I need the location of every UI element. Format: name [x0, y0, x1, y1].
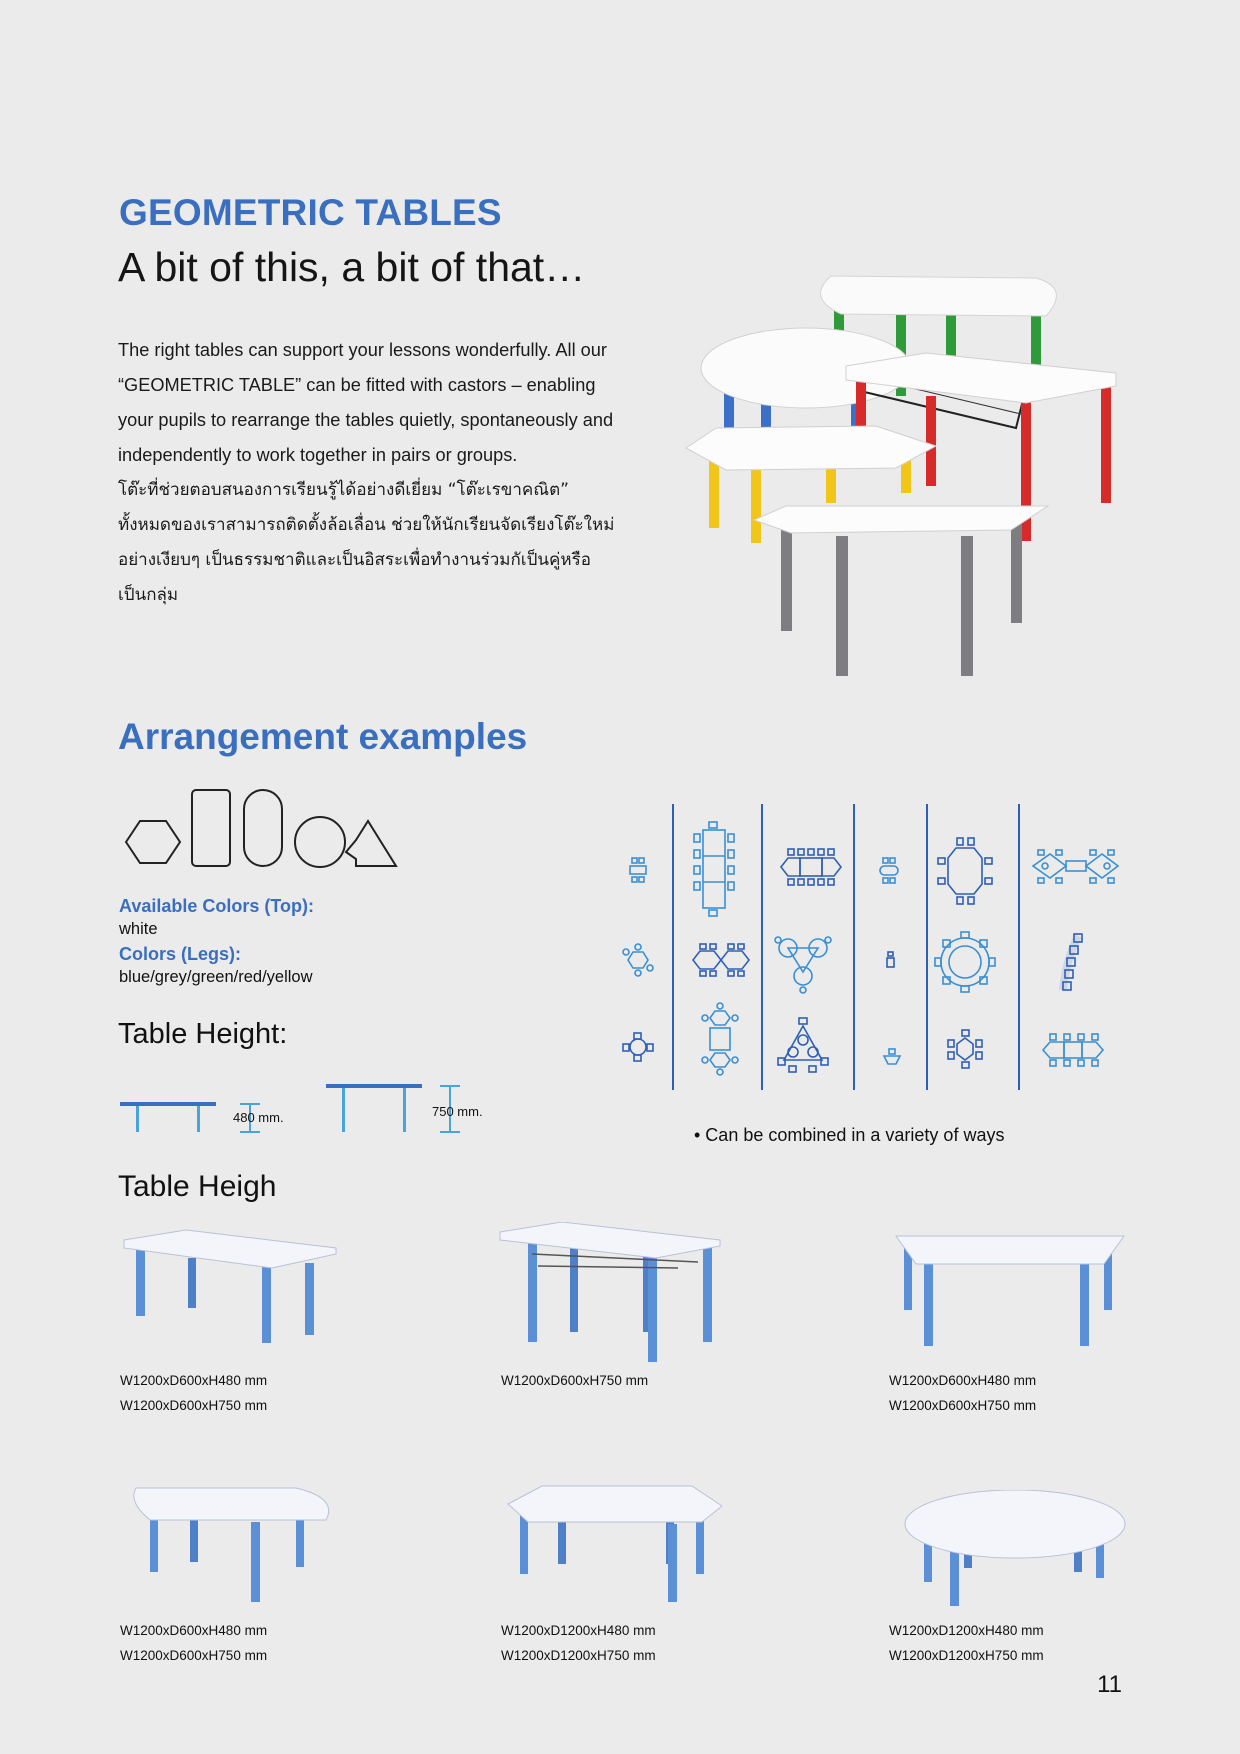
- arrangement-bowtie: [1033, 850, 1118, 883]
- intro-thai: โต๊ะที่ช่วยตอบสนองการเรียนรู้ได้อย่างดีเยี่ยม “โต๊ะเรขาคณิต” ทั้งหมดของเราสามารถติดตั้งล้อเลื่อน ช่วยให้นักเรียนจัดเรียงโต๊ะใหม่อย่างเงียบๆ เป็นธรรมชาติและเป็นอิสระเพื่อทำงานร่วมกัเป็นคู่หรือเป็นกลุ่ม: [118, 480, 615, 605]
- page-number: 11: [1097, 1671, 1122, 1698]
- arrangement-small-round: [623, 1033, 653, 1061]
- hexagon-table-icon: [506, 1484, 724, 1602]
- arrangement-trapezoid-single: [884, 1049, 900, 1064]
- arrangement-hex-chain: [693, 944, 749, 976]
- intro-text: [118, 333, 618, 613]
- oval-table-icon: [126, 1482, 336, 1602]
- arrangement-big-circle: [935, 932, 995, 992]
- product-spec-4: W1200xD600xH480 mm W1200xD600xH750 mm: [120, 1623, 268, 1663]
- arrangement-octagon-table: [938, 838, 992, 904]
- hero-tables-image: [676, 268, 1136, 688]
- low-height-label: 480 mm.: [233, 1110, 284, 1125]
- top-colors-value: white: [119, 920, 158, 938]
- product-spec-2: W1200xD600xH750 mm: [501, 1373, 649, 1388]
- table-height-title: Table Height:: [118, 1018, 288, 1050]
- intro-english: The right tables can support your lessons wonderfully. All our “GEOMETRIC TABLE” can be fitted with castors – enabling your pupils to rearrange the tables quietly, spontaneously and independently to work together in pairs or groups.: [118, 340, 614, 465]
- arrangement-oval-pair: [880, 858, 898, 883]
- arrangement-diagram: [618, 800, 1128, 1092]
- combined-note: • Can be combined in a variety of ways: [694, 1125, 1005, 1145]
- arrangement-vertical-chain: [702, 1003, 738, 1075]
- hexagon-icon: [126, 821, 180, 863]
- arrangement-pair-rect: [630, 858, 646, 882]
- shape-icons-row: [124, 787, 404, 871]
- color-info: [119, 896, 314, 987]
- page-title: GEOMETRIC TABLES: [119, 192, 502, 233]
- leg-colors-value: blue/grey/green/red/yellow: [119, 968, 313, 986]
- products-title: Table Heigh: [118, 1170, 277, 1203]
- rectangle-table-icon: [122, 1228, 344, 1358]
- arrangement-single-hex: [623, 944, 653, 976]
- arrangement-hex-round: [948, 1030, 982, 1068]
- grey-trapezoid-table: [754, 506, 1048, 676]
- high-height-label: 750 mm.: [432, 1104, 483, 1119]
- leg-colors-label: Colors (Legs):: [119, 944, 242, 964]
- round-table-icon: [904, 1490, 1126, 1606]
- top-colors-label: Available Colors (Top):: [119, 896, 315, 916]
- product-spec-3: W1200xD600xH480 mm W1200xD600xH750 mm: [889, 1373, 1037, 1413]
- arrangement-title: Arrangement examples: [118, 716, 528, 757]
- page-subtitle: A bit of this, a bit of that…: [118, 244, 586, 290]
- arrangement-curve-chain: [1063, 934, 1082, 990]
- trapezoid-icon: [346, 821, 396, 866]
- product-spec-5: W1200xD1200xH480 mm W1200xD1200xH750 mm: [501, 1623, 656, 1663]
- arrangement-triangle-ring: [778, 1018, 828, 1072]
- trapezoid-table-icon: [890, 1234, 1126, 1348]
- arrangement-small-single: [887, 952, 894, 967]
- rectangle-table-shelf-icon: [498, 1222, 724, 1362]
- arrangement-long-rect: [694, 822, 734, 916]
- product-spec-1: W1200xD600xH480 mm W1200xD600xH750 mm: [120, 1373, 268, 1413]
- arrangement-hex-row: [1043, 1034, 1103, 1066]
- arrangement-triangle-cluster: [775, 937, 831, 993]
- oval-icon: [244, 790, 282, 866]
- product-spec-6: W1200xD1200xH480 mm W1200xD1200xH750 mm: [889, 1623, 1044, 1663]
- rectangle-icon: [192, 790, 230, 866]
- circle-icon: [295, 817, 345, 867]
- arrangement-hex-rect-hex: [781, 849, 841, 885]
